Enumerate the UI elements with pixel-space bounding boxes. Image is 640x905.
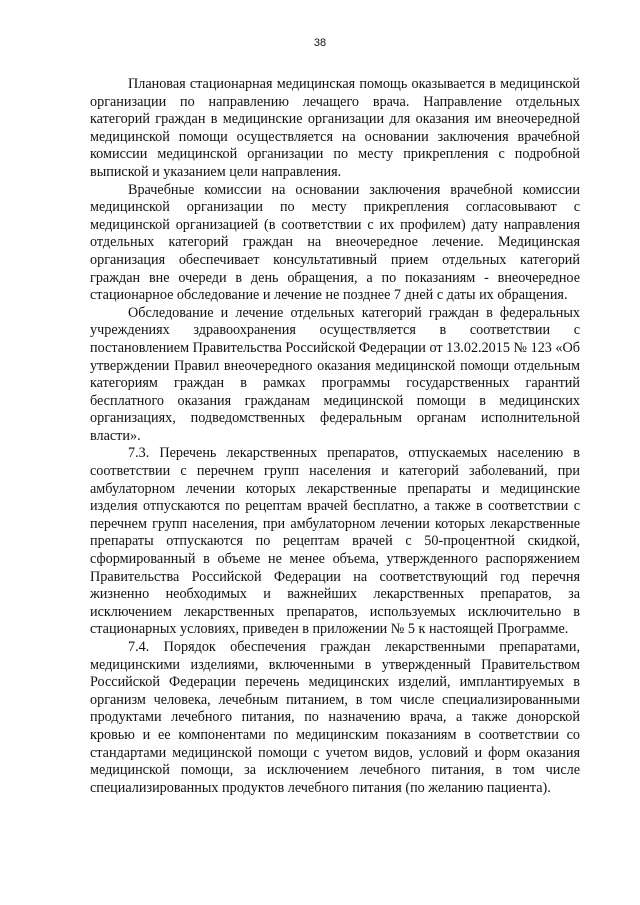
page-number: 38 (313, 37, 327, 49)
document-body (90, 76, 580, 797)
paragraph-medical-commissions: Врачебные комиссии на основании заключения врачебной комиссии медицинской организации по месту прикрепления согласовывают с медицинской организацией (в соответствии с их профилем) дату направления отдельных категорий граждан на внеочередное лечение. Медицинская организация обеспечивает консультативный прием отдельных категорий граждан вне очереди в день обращения, а по показаниям - внеочередное стационарное обследование и лечение не позднее 7 дней с даты их обращения. (90, 181, 580, 304)
paragraph-federal-institutions: Обследование и лечение отдельных категорий граждан в федеральных учреждениях здравоохранения осуществляется в соответствии с постановлением Правительства Российской Федерации от 13.02.2015 № 123 «Об утверждении Правил внеочередного оказания медицинской помощи отдельным категориям граждан в рамках программы государственных гарантий бесплатного оказания гражданам медицинской помощи в медицинских организациях, подведомственных федеральным органам исполнительной власти». (90, 304, 580, 444)
paragraph-section-7-3: 7.3. Перечень лекарственных препаратов, отпускаемых населению в соответствии с перечнем групп населения и категорий заболеваний, при амбулаторном лечении которых лекарственные препараты и медицинские изделия отпускаются по рецептам врачей бесплатно, а также в соответствии с перечнем групп населения, при амбулаторном лечении которых лекарственные препараты отпускаются по рецептам врачей с 50-процентной скидкой, сформированный в объеме не менее объема, утвержденного распоряжением Правительства Российской Федерации на соответствующий год перечня жизненно необходимых и важнейших лекарственных препаратов, за исключением лекарственных препаратов, используемых исключительно в стационарных условиях, приведен в приложении № 5 к настоящей Программе. (90, 445, 580, 638)
paragraph-planned-inpatient-care: Плановая стационарная медицинская помощь оказывается в медицинской организации по направлению лечащего врача. Направление отдельных категорий граждан в медицинские организации для оказания им внеочередной медицинской помощи осуществляется на основании заключения врачебной комиссии медицинской организации по месту прикрепления с подробной выпиской и указанием цели направления. (90, 76, 580, 180)
paragraph-section-7-4: 7.4. Порядок обеспечения граждан лекарственными препаратами, медицинскими изделиями, включенными в утвержденный Правительством Российской Федерации перечень медицинских изделий, имплантируемых в организм человека, лечебным питанием, в том числе специализированными продуктами лечебного питания, по назначению врача, а также донорской кровью и ее компонентами по медицинским показаниям в соответствии со стандартами медицинской помощи с учетом видов, условий и форм оказания медицинской помощи, за исключением лечебного питания, в том числе специализированных продуктов лечебного питания (по желанию пациента). (90, 639, 580, 796)
